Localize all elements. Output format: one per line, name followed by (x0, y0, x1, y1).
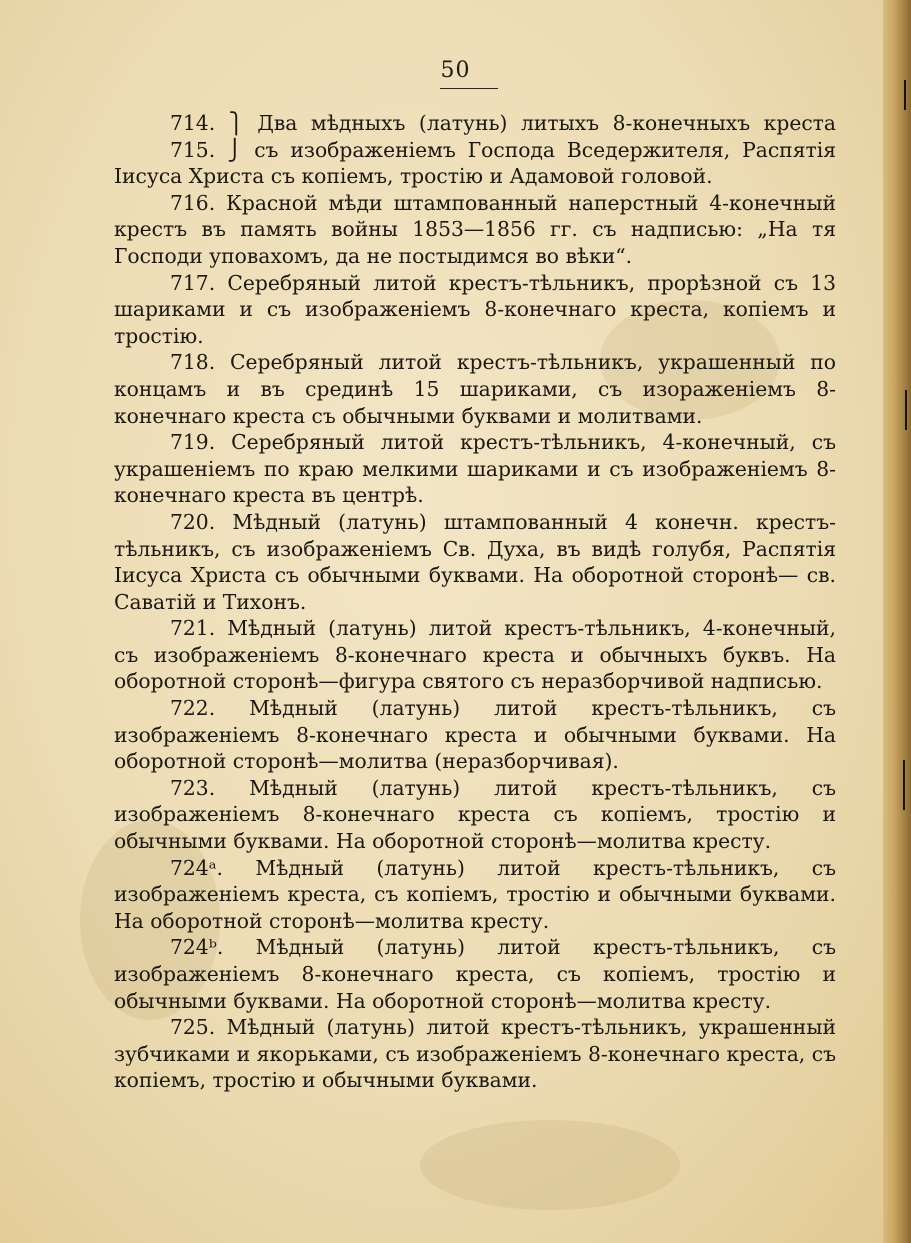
entry-721: 721. Мѣдный (латунь) литой крестъ-тѣльникъ, 4-конечный, съ изображеніемъ 8-конечнаго креста и обычныхъ буквъ. На оборотной сторонѣ—фигура святого съ неразборчивой надписью. (114, 616, 836, 694)
margin-mark (904, 80, 906, 110)
entry-724a: 724ᵃ. Мѣдный (латунь) литой крестъ-тѣльникъ, съ изображеніемъ креста, съ копіемъ, тростію и обычными буквами. На оборотной сторонѣ—молитва кресту. (114, 855, 836, 933)
entry-718: 718. Серебряный литой крестъ-тѣльникъ, украшенный по концамъ и въ срединѣ 15 шариками, съ изораженіемъ 8-конечнаго креста съ обычными буквами и молитвами. (114, 350, 836, 428)
entry-722: 722. Мѣдный (латунь) литой крестъ-тѣльникъ, съ изображеніемъ 8-конечнаго креста и обычными буквами. На оборотной сторонѣ—молитва (неразборчивая). (114, 696, 836, 774)
entry-725: 725. Мѣдный (латунь) литой крестъ-тѣльникъ, украшенный зубчиками и якорьками, съ изображеніемъ 8-конечнаго креста, съ копіемъ, тростію и обычными буквами. (114, 1015, 836, 1093)
page-number: 50 (440, 58, 471, 83)
entry-line: Іисуса Христа съ копіемъ, тростію и Адамовой головой. (114, 164, 713, 189)
entry-723: 723. Мѣдный (латунь) литой крестъ-тѣльникъ, съ изображеніемъ 8-конечнаго креста съ копіемъ, тростію и обычными буквами. На оборотной сторонѣ—молитва кресту. (114, 775, 836, 854)
entry-719: 719. Серебряный литой крестъ-тѣльникъ, 4-конечный, съ украшеніемъ по краю мелкими шариками и съ изображеніемъ 8-конечнаго креста въ центрѣ. (114, 430, 836, 508)
entry-724b: 724ᵇ. Мѣдный (латунь) литой крестъ-тѣльникъ, съ изображеніемъ 8-конечнаго креста, съ копіемъ, тростію и обычными буквами. На оборотной сторонѣ—молитва кресту. (114, 935, 836, 1013)
margin-mark (905, 390, 907, 430)
margin-mark (903, 760, 905, 810)
entry-717: 717. Серебряный литой крестъ-тѣльникъ, прорѣзной съ 13 шариками и съ изображеніемъ 8-конечнаго креста, копіемъ и тростію. (114, 270, 836, 348)
page-number-rule (440, 88, 498, 89)
entry-line: 715. ⎭ съ изображеніемъ Господа Вседержителя, Распятія (170, 137, 836, 162)
entry-714-715 (114, 110, 836, 190)
entry-720: 720. Мѣдный (латунь) штампованный 4 конечн. крестъ-тѣльникъ, съ изображеніемъ Св. Духа, въ видѣ голубя, Распятія Іисуса Христа съ обычными буквами. На оборотной сторонѣ— св. Саватій и Тихонъ. (114, 509, 836, 614)
paper-stain (420, 1120, 680, 1210)
page-edge (883, 0, 911, 1243)
entry-716: 716. Красной мѣди штампованный наперстный 4-конечный крестъ въ память войны 1853—1856 гг. съ надписью: „На тя Господи уповахомъ, да не постыдимся во вѣки“. (114, 190, 836, 268)
entry-line: 714. ⎫ Два мѣдныхъ (латунь) литыхъ 8-конечныхъ креста (170, 111, 836, 135)
catalog-text (114, 110, 836, 1094)
